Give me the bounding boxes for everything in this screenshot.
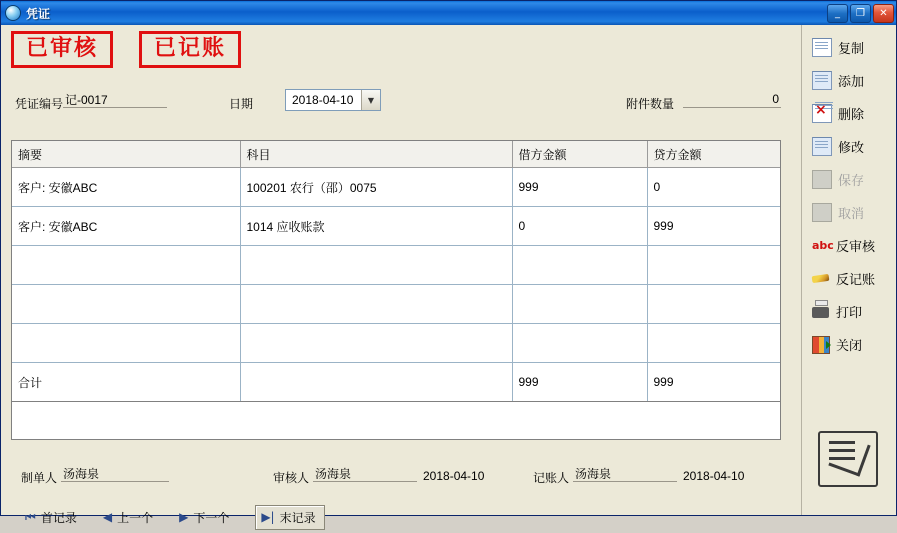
table-row[interactable]	[12, 168, 780, 207]
checker-label: 审核人	[273, 471, 310, 485]
cell-summary[interactable]: 客户: 安徽ABC	[12, 168, 240, 207]
document-save-icon	[812, 170, 832, 189]
save-label: 保存	[838, 172, 865, 188]
record-navigation	[1, 501, 801, 533]
cell-summary[interactable]	[12, 285, 240, 324]
save-button	[812, 169, 892, 189]
check-date: 2018-04-10	[423, 469, 485, 483]
next-record-icon: ▶	[179, 510, 189, 524]
last-record-icon: ▶|	[261, 510, 275, 524]
close-toolbar-button[interactable]	[812, 334, 892, 354]
date-select-value: 2018-04-10	[292, 93, 354, 107]
cell-subject[interactable]	[240, 285, 512, 324]
cell-credit[interactable]	[647, 246, 780, 285]
attachment-count-label: 附件数量	[626, 97, 675, 111]
add-label: 添加	[838, 73, 865, 89]
cell-debit[interactable]: 0	[512, 207, 647, 246]
unpost-button[interactable]	[812, 268, 892, 288]
table-row[interactable]	[12, 207, 780, 246]
cell-subject[interactable]: 1014 应收账款	[240, 207, 512, 246]
cell-total-debit: 999	[512, 363, 647, 402]
voucher-logo-icon	[818, 431, 878, 487]
exit-door-icon	[812, 336, 830, 353]
document-copy-icon	[812, 38, 832, 57]
cell-debit[interactable]: 999	[512, 168, 647, 207]
status-badge-audited: 已审核	[11, 31, 113, 68]
previous-record-button[interactable]	[103, 509, 153, 526]
previous-record-icon: ◀	[102, 510, 113, 524]
cell-total-label: 合计	[12, 363, 240, 402]
main-area	[1, 25, 801, 525]
copy-label: 复制	[838, 40, 865, 56]
maker-label: 制单人	[21, 471, 58, 485]
unaudit-label: 反审核	[836, 238, 876, 254]
cancel-button	[812, 202, 892, 222]
attachment-count-input[interactable]	[683, 91, 781, 108]
cell-credit[interactable]	[647, 285, 780, 324]
title-bar	[1, 1, 896, 25]
next-record-button[interactable]	[179, 509, 229, 526]
signer-row	[1, 461, 801, 491]
status-stamps	[11, 31, 241, 68]
maximize-button[interactable]: ❐	[850, 4, 871, 23]
cell-summary[interactable]: 客户: 安徽ABC	[12, 207, 240, 246]
cell-summary[interactable]	[12, 246, 240, 285]
next-record-label: 下一个	[193, 510, 230, 525]
document-add-icon	[812, 71, 832, 90]
modify-button[interactable]	[812, 136, 892, 156]
delete-label: 删除	[838, 106, 865, 122]
cell-total-subject	[240, 363, 512, 402]
pencil-icon	[812, 270, 830, 287]
table-header-row	[12, 141, 780, 168]
chevron-down-icon[interactable]: ▼	[361, 90, 380, 110]
minimize-button[interactable]: _	[827, 4, 848, 23]
cancel-label: 取消	[838, 205, 865, 221]
cell-total-credit: 999	[647, 363, 780, 402]
unpost-label: 反记账	[836, 271, 876, 287]
window-body	[1, 25, 896, 525]
document-delete-icon	[812, 104, 832, 123]
print-label: 打印	[836, 304, 863, 320]
post-date: 2018-04-10	[683, 469, 745, 483]
cell-summary[interactable]	[12, 324, 240, 363]
date-label: 日期	[229, 97, 254, 111]
first-record-icon: ⏮	[25, 509, 36, 524]
voucher-header	[1, 87, 801, 119]
cell-credit[interactable]: 0	[647, 168, 780, 207]
cell-subject[interactable]: 100201 农行（邵）0075	[240, 168, 512, 207]
cell-credit[interactable]	[647, 324, 780, 363]
checker-input[interactable]	[313, 465, 417, 482]
cell-subject[interactable]	[240, 246, 512, 285]
cell-debit[interactable]	[512, 324, 647, 363]
cell-credit[interactable]: 999	[647, 207, 780, 246]
abc-check-icon: abc	[812, 238, 834, 252]
last-record-label: 末记录	[279, 510, 316, 525]
cell-debit[interactable]	[512, 246, 647, 285]
window-controls	[827, 4, 894, 23]
window-title: 凭证	[26, 6, 51, 21]
modify-label: 修改	[838, 139, 865, 155]
voucher-table	[11, 140, 781, 402]
column-header-debit[interactable]: 借方金额	[512, 141, 647, 168]
document-edit-icon	[812, 137, 832, 156]
maker-input[interactable]	[61, 465, 169, 482]
poster-label: 记账人	[533, 471, 570, 485]
add-button[interactable]	[812, 70, 892, 90]
previous-record-label: 上一个	[117, 510, 154, 525]
column-header-credit[interactable]: 贷方金额	[647, 141, 780, 168]
side-toolbar	[801, 25, 896, 515]
table-row-total	[12, 363, 780, 402]
first-record-label: 首记录	[40, 510, 77, 525]
last-record-button[interactable]	[255, 505, 324, 530]
close-label: 关闭	[836, 337, 863, 353]
cell-debit[interactable]	[512, 285, 647, 324]
first-record-button[interactable]	[25, 509, 77, 526]
unaudit-button[interactable]	[812, 235, 892, 255]
date-select[interactable]	[285, 89, 381, 111]
table-row[interactable]	[12, 246, 780, 285]
column-header-summary[interactable]: 摘要	[12, 141, 240, 168]
table-row[interactable]	[12, 324, 780, 363]
delete-button[interactable]	[812, 103, 892, 123]
print-button[interactable]	[812, 301, 892, 321]
voucher-no-label: 凭证编号	[15, 97, 64, 111]
table-row[interactable]	[12, 285, 780, 324]
cell-subject[interactable]	[240, 324, 512, 363]
column-header-subject[interactable]: 科目	[240, 141, 512, 168]
printer-icon	[812, 303, 830, 320]
status-badge-posted: 已记账	[139, 31, 241, 68]
poster-input[interactable]	[573, 465, 677, 482]
document-cancel-icon	[812, 203, 832, 222]
app-circle-icon	[5, 5, 21, 21]
close-button[interactable]: ✕	[873, 4, 894, 23]
voucher-no-input[interactable]	[63, 91, 167, 108]
copy-button[interactable]	[812, 37, 892, 57]
